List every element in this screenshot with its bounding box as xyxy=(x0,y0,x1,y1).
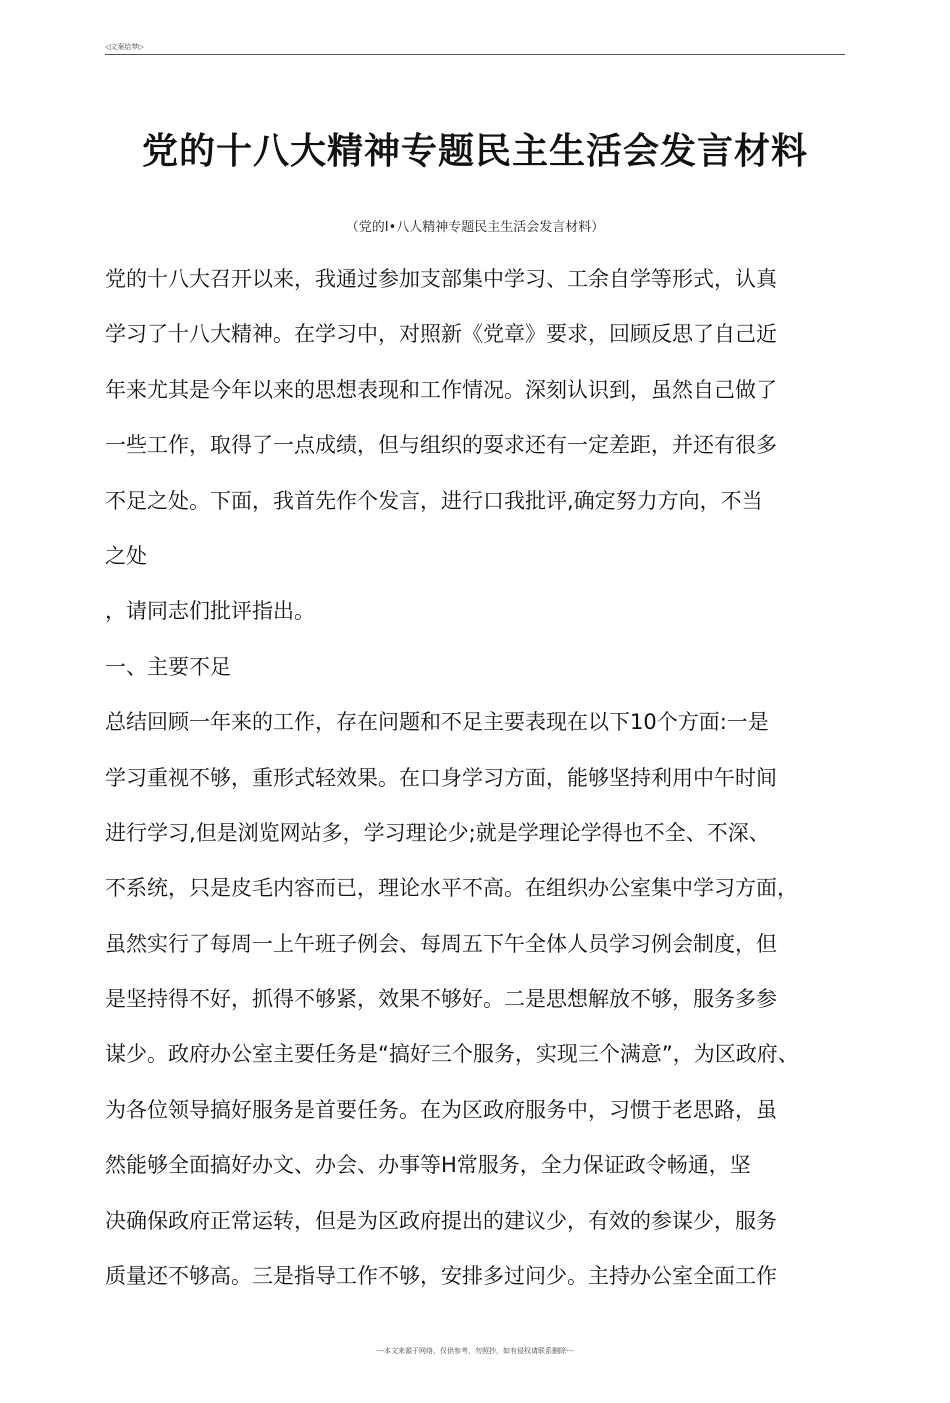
body-line: 之处 xyxy=(105,543,147,568)
body-line: 质量还不够高。三是指导工作不够，安排多过问少。主持办公室全面工作 xyxy=(105,1264,777,1289)
page-footer: ---本文来源于网络，仅供参考，勿照抄，如有侵权请联系删除--- xyxy=(376,1347,574,1355)
section-heading: 一、主要不足 xyxy=(105,654,231,679)
document-title: 党的十八大精神专题民主生活会发言材料 xyxy=(141,131,808,172)
body-line: 一些工作，取得了一点成绩，但与组织的耍求还有一定差距，并还有很多 xyxy=(105,433,777,458)
body-line: 党的十八大召开以来，我通过参加支部集中学习、工余自学等形式，认真 xyxy=(105,267,777,291)
header-rule xyxy=(105,54,845,55)
document-body xyxy=(105,252,865,1304)
body-line: 为各位领导搞好服务是首要任务。在为区政府服务中，习惯于老思路，虽 xyxy=(105,1097,777,1122)
body-line: 虽然实行了每周一上午班子例会、每周五下午全体人员学习例会制度，但 xyxy=(105,931,777,956)
document-subtitle: （党的I•八人精神专题民主生活会发言材料） xyxy=(345,220,605,235)
body-line: 不足之处。下面，我首先作个发言，进行口我批评,确定努力方向，不当 xyxy=(105,488,763,513)
body-line: ，请同志们批评指出。 xyxy=(105,599,315,624)
body-line: 然能够全面搞好办文、办会、办事等H常服务，全力保证政令畅通，坚 xyxy=(105,1153,751,1178)
body-line: 进行学习,但是浏览网站多，学习理论少;就是学理论学得也不全、不深、 xyxy=(105,820,770,845)
page-header: ◁文案给梦▷ xyxy=(105,43,144,51)
body-line: 学习重视不够，重形式轻效果。在口身学习方面，能够坚持利用中午时间 xyxy=(105,765,777,790)
body-line: 不系统，只是皮毛内容而已，理论水平不高。在组织办公室集中学习方面， xyxy=(105,876,798,901)
body-line: 是坚持得不好，抓得不够紧，效果不够好。二是思想解放不够，服务多参 xyxy=(105,987,777,1012)
body-line: 学习了十八大精神。在学习中，对照新《党章》要求，回顾反思了自己近 xyxy=(105,322,777,347)
body-line: 年来尤其是今年以来的思想表现和工作情况。深刻认识到，虽然自己做了 xyxy=(105,377,777,402)
body-line: 总结回顾一年来的工作，存在问题和不足主要表现在以下10个方面:一是 xyxy=(105,710,769,735)
body-line: 决确保政府正常运转，但是为区政府提出的建议少，有效的参谋少，服务 xyxy=(105,1208,777,1233)
body-line: 谋少。政府办公室主要任务是“搞好三个服务，实现三个满意”，为区政府、 xyxy=(105,1042,799,1067)
